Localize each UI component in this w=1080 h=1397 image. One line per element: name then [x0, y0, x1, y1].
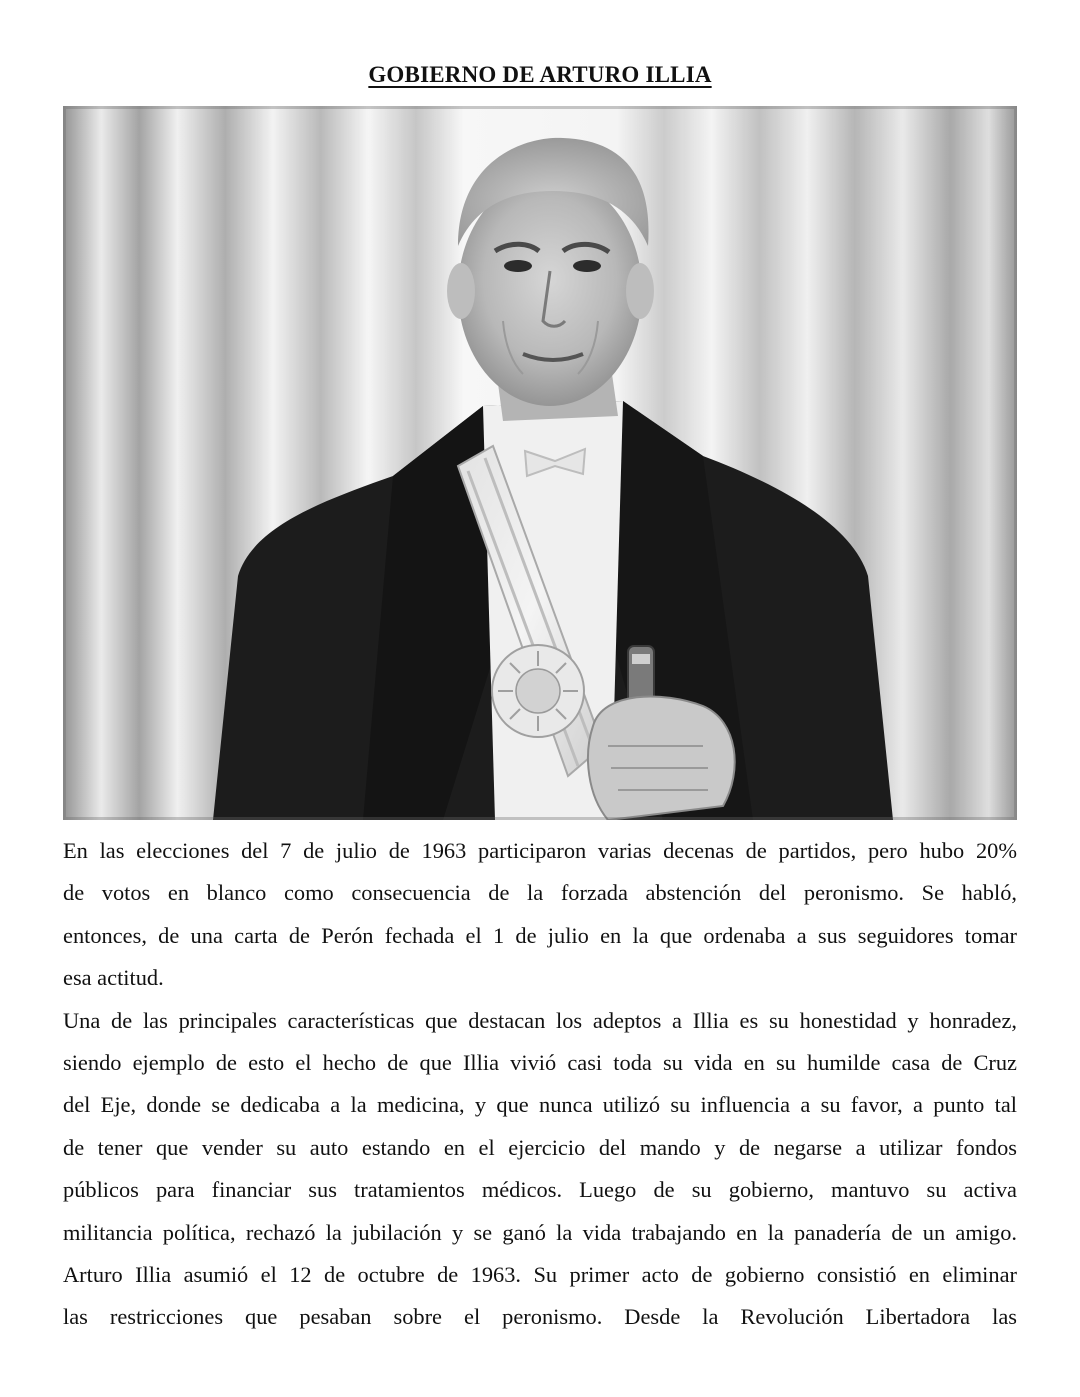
text-line: esa actitud. [63, 965, 164, 991]
text-line: militancia política, rechazó la jubilación y se ganó la vida trabajando en la panadería de un amigo. [63, 1219, 1017, 1245]
paragraph-3 [63, 1254, 1017, 1339]
text-line: entonces, de una carta de Perón fechada el 1 de julio en la que ordenaba a sus seguidores tomar [63, 922, 1017, 948]
text-line: En las elecciones del 7 de julio de 1963 participaron varias decenas de partidos, pero hubo 20% [63, 838, 1017, 863]
text-line: de votos en blanco como consecuencia de la forzada abstención del peronismo. Se habló, [63, 880, 1017, 906]
text-line: siendo ejemplo de esto el hecho de que Illia vivió casi toda su vida en su humilde casa de Cruz [63, 1049, 1017, 1075]
paragraph-1 [63, 830, 1017, 1000]
text-line: Una de las principales características que destacan los adeptos a Illia es su honestidad y honradez, [63, 1007, 1017, 1033]
text-line: del Eje, donde se dedicaba a la medicina, y que nunca utilizó su influencia a su favor, a punto tal [63, 1092, 1017, 1118]
text-line: públicos para financiar sus tratamientos médicos. Luego de su gobierno, mantuvo su activa [63, 1177, 1017, 1203]
body-text [63, 830, 1017, 1339]
portrait-photo [63, 106, 1017, 820]
page-title: GOBIERNO DE ARTURO ILLIA [368, 62, 712, 87]
text-line: de tener que vender su auto estando en el ejercicio del mando y de negarse a utilizar fondos [63, 1134, 1017, 1160]
paragraph-2 [63, 1000, 1017, 1254]
text-line: Arturo Illia asumió el 12 de octubre de 1963. Su primer acto de gobierno consistió en eliminar [63, 1261, 1017, 1287]
text-line: las restricciones que pesaban sobre el peronismo. Desde la Revolución Libertadora las [63, 1304, 1017, 1330]
portrait-image [63, 106, 1017, 820]
